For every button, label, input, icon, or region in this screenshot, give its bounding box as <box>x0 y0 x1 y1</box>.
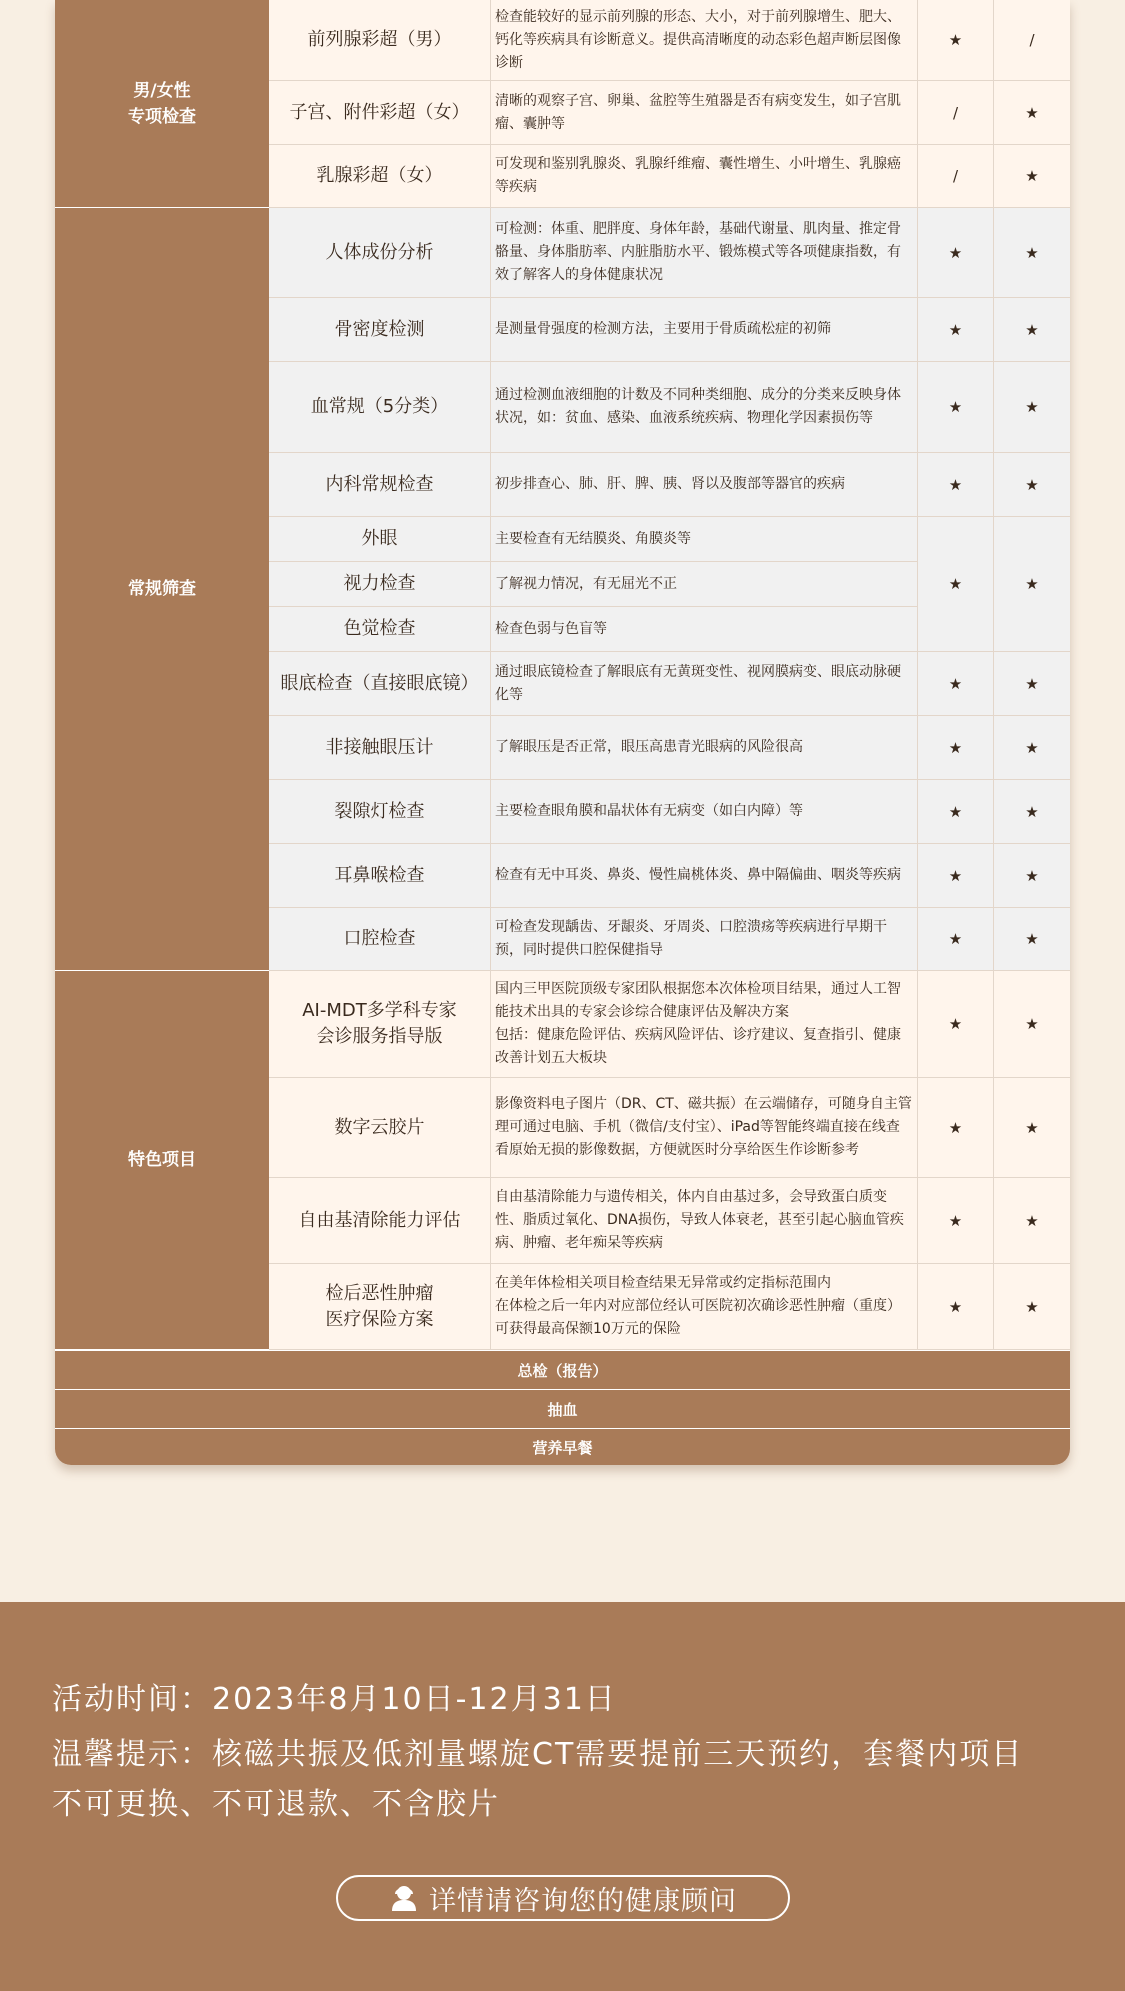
male-mark: ★ <box>918 652 994 716</box>
warm-tip: 温馨提示：核磁共振及低剂量螺旋CT需要提前三天预约，套餐内项目不可更换、不可退款、不含胶片 <box>52 1737 1024 1822</box>
table-row <box>269 145 1070 208</box>
item-name: 内科常规检查 <box>269 453 491 517</box>
female-mark: ★ <box>994 362 1070 453</box>
female-mark: ★ <box>994 780 1070 844</box>
male-mark: ★ <box>918 844 994 908</box>
male-mark: ★ <box>918 1078 994 1178</box>
bar-blood-draw: 抽血 <box>55 1389 1070 1428</box>
item-description: 主要检查有无结膜炎、角膜炎等 <box>491 517 918 562</box>
male-mark: ★ <box>918 298 994 362</box>
item-name: 人体成份分析 <box>269 208 491 298</box>
male-mark: / <box>918 81 994 145</box>
table-row <box>269 1078 1070 1178</box>
female-mark: ★ <box>994 1178 1070 1264</box>
item-name: 子宫、附件彩超（女） <box>269 81 491 145</box>
table-row <box>269 298 1070 362</box>
item-description: 可检测：体重、肥胖度、身体年龄，基础代谢量、肌肉量、推定骨骼量、身体脂肪率、内脏脂肪水平、锻炼模式等各项健康指数，有效了解客人的身体健康状况 <box>491 208 918 298</box>
table-row <box>269 208 1070 298</box>
female-mark: ★ <box>994 908 1070 971</box>
male-mark: ★ <box>918 453 994 517</box>
table-row <box>269 362 1070 453</box>
package-table-card <box>55 0 1070 1465</box>
advisor-icon <box>389 1883 419 1913</box>
item-name: 检后恶性肿瘤 医疗保险方案 <box>269 1264 491 1350</box>
item-description: 是测量骨强度的检测方法，主要用于骨质疏松症的初筛 <box>491 298 918 362</box>
female-mark: ★ <box>994 453 1070 517</box>
table-row <box>269 1264 1070 1350</box>
consult-advisor-label: 详情请咨询您的健康顾问 <box>429 1885 737 1917</box>
item-description: 可发现和鉴别乳腺炎、乳腺纤维瘤、囊性增生、小叶增生、乳腺癌等疾病 <box>491 145 918 208</box>
item-description: 检查色弱与色盲等 <box>491 607 918 652</box>
item-description: 清晰的观察子宫、卵巢、盆腔等生殖器是否有病变发生，如子宫肌瘤、囊肿等 <box>491 81 918 145</box>
item-description: 了解视力情况，有无屈光不正 <box>491 562 918 607</box>
item-name: 口腔检查 <box>269 908 491 971</box>
item-name: 外眼 <box>269 517 491 562</box>
female-mark: ★ <box>994 145 1070 208</box>
item-name: 耳鼻喉检查 <box>269 844 491 908</box>
female-mark: ★ <box>994 298 1070 362</box>
female-mark: ★ <box>994 971 1070 1078</box>
male-mark: ★ <box>918 780 994 844</box>
item-name: 眼底检查（直接眼底镜） <box>269 652 491 716</box>
item-name: 色觉检查 <box>269 607 491 652</box>
table-row <box>269 844 1070 908</box>
male-mark: ★ <box>918 971 994 1078</box>
male-mark: ★ <box>918 0 994 81</box>
item-name: 乳腺彩超（女） <box>269 145 491 208</box>
table-row <box>269 716 1070 780</box>
female-mark: ★ <box>994 844 1070 908</box>
female-mark: ★ <box>994 1264 1070 1350</box>
female-mark: ★ <box>994 716 1070 780</box>
table-row <box>269 81 1070 145</box>
item-name: 骨密度检测 <box>269 298 491 362</box>
item-name: 视力检查 <box>269 562 491 607</box>
table-row <box>269 971 1070 1078</box>
bar-breakfast: 营养早餐 <box>55 1428 1070 1465</box>
item-description: 可检查发现龋齿、牙龈炎、牙周炎、口腔溃疡等疾病进行早期干预，同时提供口腔保健指导 <box>491 908 918 971</box>
male-mark: / <box>918 145 994 208</box>
item-name: 前列腺彩超（男） <box>269 0 491 81</box>
table-row <box>269 1178 1070 1264</box>
eye-group-male-mark: ★ <box>918 517 994 652</box>
item-description: 国内三甲医院顶级专家团队根据您本次体检项目结果，通过人工智能技术出具的专家会诊综合健康评估及解决方案 包括：健康危险评估、疾病风险评估、诊疗建议、复查指引、健康改善计划五大板块 <box>491 971 918 1078</box>
male-mark: ★ <box>918 208 994 298</box>
item-name: AI-MDT多学科专家 会诊服务指导版 <box>269 971 491 1078</box>
category-gender: 男/女性 专项检查 <box>55 0 269 208</box>
item-description: 自由基清除能力与遗传相关，体内自由基过多，会导致蛋白质变性、脂质过氧化、DNA损伤，导致人体衰老，甚至引起心脑血管疾病、肿瘤、老年痴呆等疾病 <box>491 1178 918 1264</box>
table-row <box>269 652 1070 716</box>
table-row <box>269 453 1070 517</box>
item-description: 通过检测血液细胞的计数及不同种类细胞、成分的分类来反映身体状况，如：贫血、感染、血液系统疾病、物理化学因素损伤等 <box>491 362 918 453</box>
table-row <box>269 908 1070 971</box>
male-mark: ★ <box>918 1264 994 1350</box>
item-description: 通过眼底镜检查了解眼底有无黄斑变性、视网膜病变、眼底动脉硬化等 <box>491 652 918 716</box>
category-special: 特色项目 <box>55 971 269 1350</box>
item-description: 检查有无中耳炎、鼻炎、慢性扁桃体炎、鼻中隔偏曲、咽炎等疾病 <box>491 844 918 908</box>
item-description: 影像资料电子图片（DR、CT、磁共振）在云端储存，可随身自主管理可通过电脑、手机（微信/支付宝）、iPad等智能终端直接在线查看原始无损的影像数据，方便就医时分享给医生作诊断参考 <box>491 1078 918 1178</box>
item-name: 数字云胶片 <box>269 1078 491 1178</box>
event-time: 活动时间：2023年8月10日-12月31日 <box>52 1682 617 1717</box>
male-mark: ★ <box>918 716 994 780</box>
eye-group-female-mark: ★ <box>994 517 1070 652</box>
male-mark: ★ <box>918 908 994 971</box>
male-mark: ★ <box>918 362 994 453</box>
female-mark: ★ <box>994 208 1070 298</box>
item-description: 检查能较好的显示前列腺的形态、大小，对于前列腺增生、肥大、钙化等疾病具有诊断意义。提供高清晰度的动态彩色超声断层图像诊断 <box>491 0 918 81</box>
item-description: 了解眼压是否正常，眼压高患青光眼病的风险很高 <box>491 716 918 780</box>
item-name: 血常规（5分类） <box>269 362 491 453</box>
category-routine: 常规筛查 <box>55 208 269 971</box>
item-name: 裂隙灯检查 <box>269 780 491 844</box>
item-description: 在美年体检相关项目检查结果无异常或约定指标范围内 在体检之后一年内对应部位经认可医院初次确诊恶性肿瘤（重度）可获得最高保额10万元的保险 <box>491 1264 918 1350</box>
item-description: 主要检查眼角膜和晶状体有无病变（如白内障）等 <box>491 780 918 844</box>
bar-summary-report: 总检（报告） <box>55 1350 1070 1389</box>
table-row <box>269 0 1070 81</box>
female-mark: ★ <box>994 1078 1070 1178</box>
male-mark: ★ <box>918 1178 994 1264</box>
female-mark: ★ <box>994 81 1070 145</box>
item-description: 初步排查心、肺、肝、脾、胰、肾以及腹部等器官的疾病 <box>491 453 918 517</box>
consult-advisor-button[interactable] <box>336 1875 790 1921</box>
table-row <box>269 780 1070 844</box>
female-mark: ★ <box>994 652 1070 716</box>
female-mark: / <box>994 0 1070 81</box>
footer <box>0 1602 1125 1991</box>
item-name: 自由基清除能力评估 <box>269 1178 491 1264</box>
item-name: 非接触眼压计 <box>269 716 491 780</box>
